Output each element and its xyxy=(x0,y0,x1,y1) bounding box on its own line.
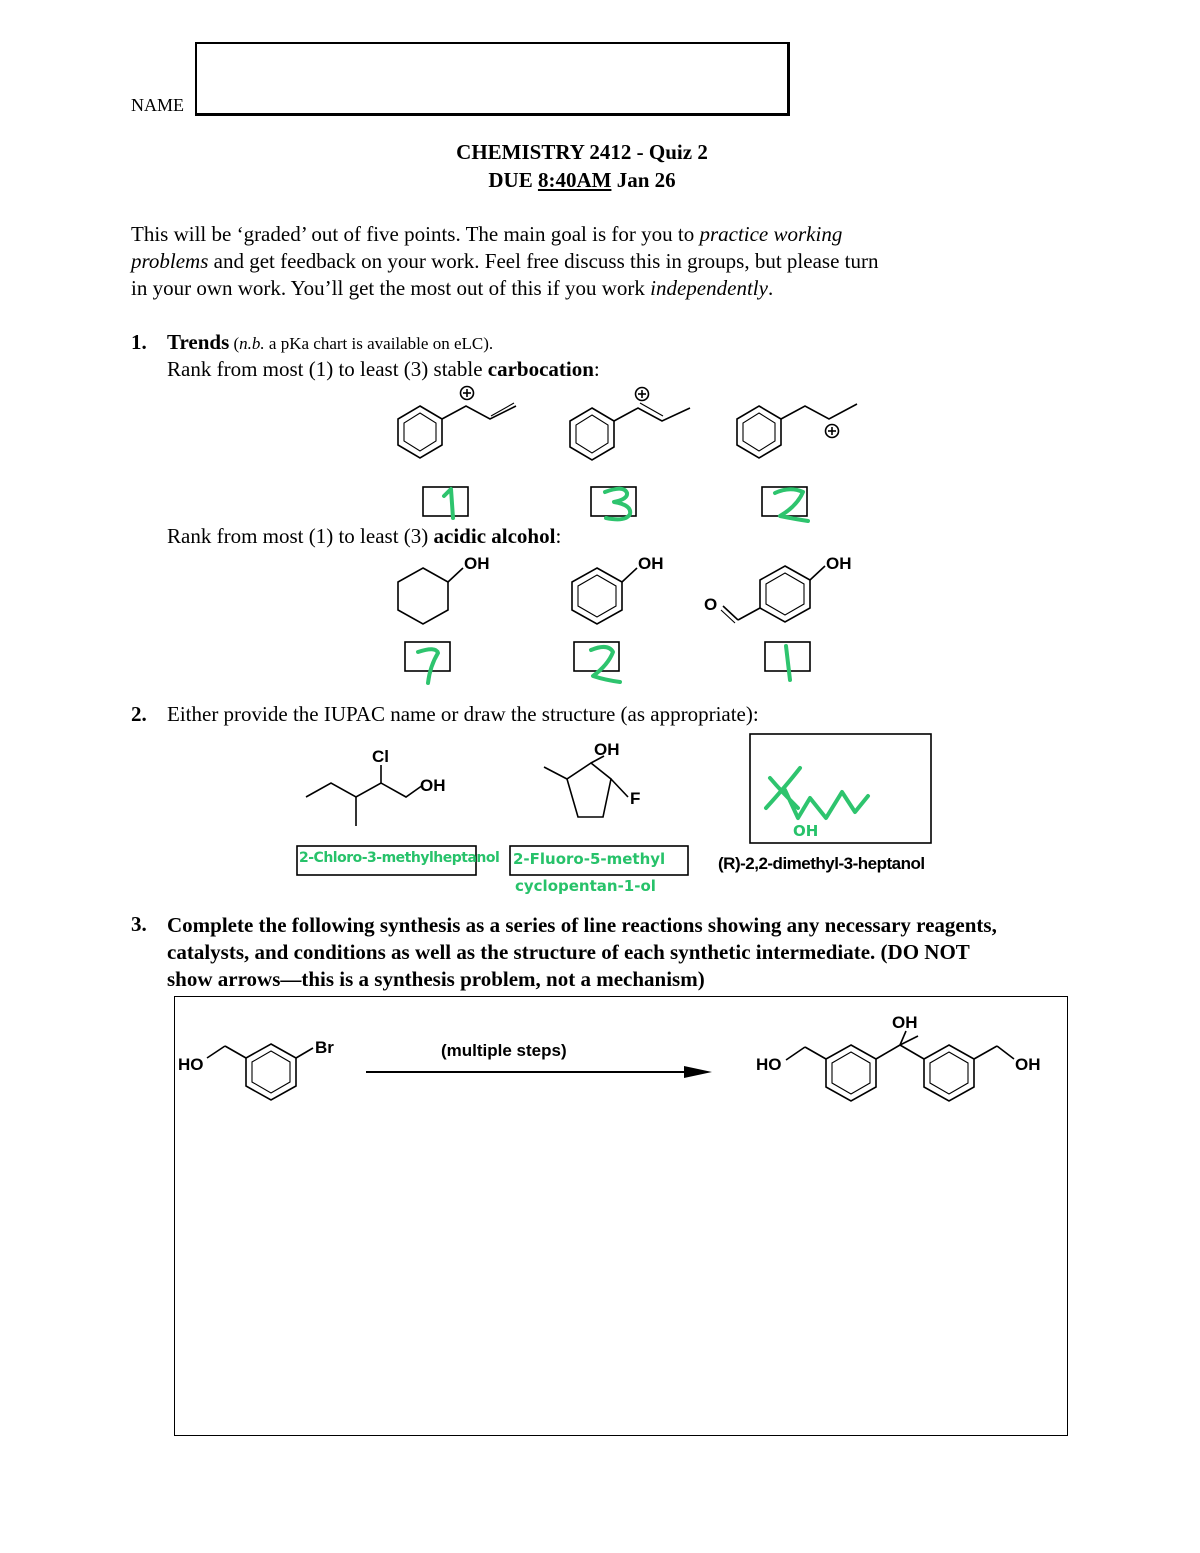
handwritten-answer-2-line1: 2-Fluoro-5-methyl xyxy=(513,850,666,868)
handwritten-answer-1: 2-Chloro-3-methylheptanol xyxy=(299,850,500,866)
br-label: Br xyxy=(315,1038,334,1057)
product xyxy=(786,1031,1014,1101)
given-iupac-name: (R)-2,2-dimethyl-3-heptanol xyxy=(718,854,925,873)
hydroxybenzaldehyde-oh-label: OH xyxy=(826,554,852,573)
q1-heading: Trends (n.b. a pKa chart is available on eLC). xyxy=(167,330,494,354)
arrow-label: (multiple steps) xyxy=(441,1041,567,1060)
phenol-oh-label: OH xyxy=(638,554,664,573)
course-title: CHEMISTRY 2412 - Quiz 2 xyxy=(456,140,708,164)
q1-rank-carbocation: Rank from most (1) to least (3) stable carbocation: xyxy=(167,357,600,381)
cyclohexanol-oh-label: OH xyxy=(464,554,490,573)
fluoro-oh-label: OH xyxy=(594,740,620,759)
cl-label: Cl xyxy=(372,747,389,766)
f-label: F xyxy=(630,789,641,808)
q2-number: 2. xyxy=(131,702,147,726)
start-ho-label: HO xyxy=(178,1055,204,1074)
handwritten-answer-2-line2: cyclopentan-1-ol xyxy=(515,877,656,895)
product-center-oh-label: OH xyxy=(892,1013,918,1032)
chloro-oh-label: OH xyxy=(420,776,446,795)
due-time: 8:40AM xyxy=(537,168,612,192)
reaction-arrow xyxy=(366,1066,712,1078)
name-label: NAME xyxy=(131,95,184,115)
q2-prompt: Either provide the IUPAC name or draw the structure (as appropriate): xyxy=(167,702,759,726)
q3-number: 3. xyxy=(131,912,147,936)
due-line: DUE 8:40AM Jan 26 xyxy=(488,168,676,192)
intro-paragraph: This will be ‘graded’ out of five points. The main goal is for you to practice working problems and get feedback on your work. Feel free discuss this in groups, but please turn in your own work. You’ll get the most out of this if you work independently. xyxy=(131,222,879,300)
q1-rank-alcohol: Rank from most (1) to least (3) acidic alcohol: xyxy=(167,524,562,548)
handwritten-oh: OH xyxy=(793,822,819,840)
q1-number: 1. xyxy=(131,330,147,354)
product-ho-label: HO xyxy=(756,1055,782,1074)
aldehyde-o-label: O xyxy=(704,595,718,614)
product-right-oh-label: OH xyxy=(1015,1055,1041,1074)
q3-prompt: Complete the following synthesis as a series of line reactions showing any necessary reagents, catalysts, and conditions as well as the structure of each synthetic intermediate. (DO NOT show arrows—this is a synthesis problem, not a mechanism) xyxy=(167,913,997,991)
starting-material xyxy=(207,1044,313,1100)
